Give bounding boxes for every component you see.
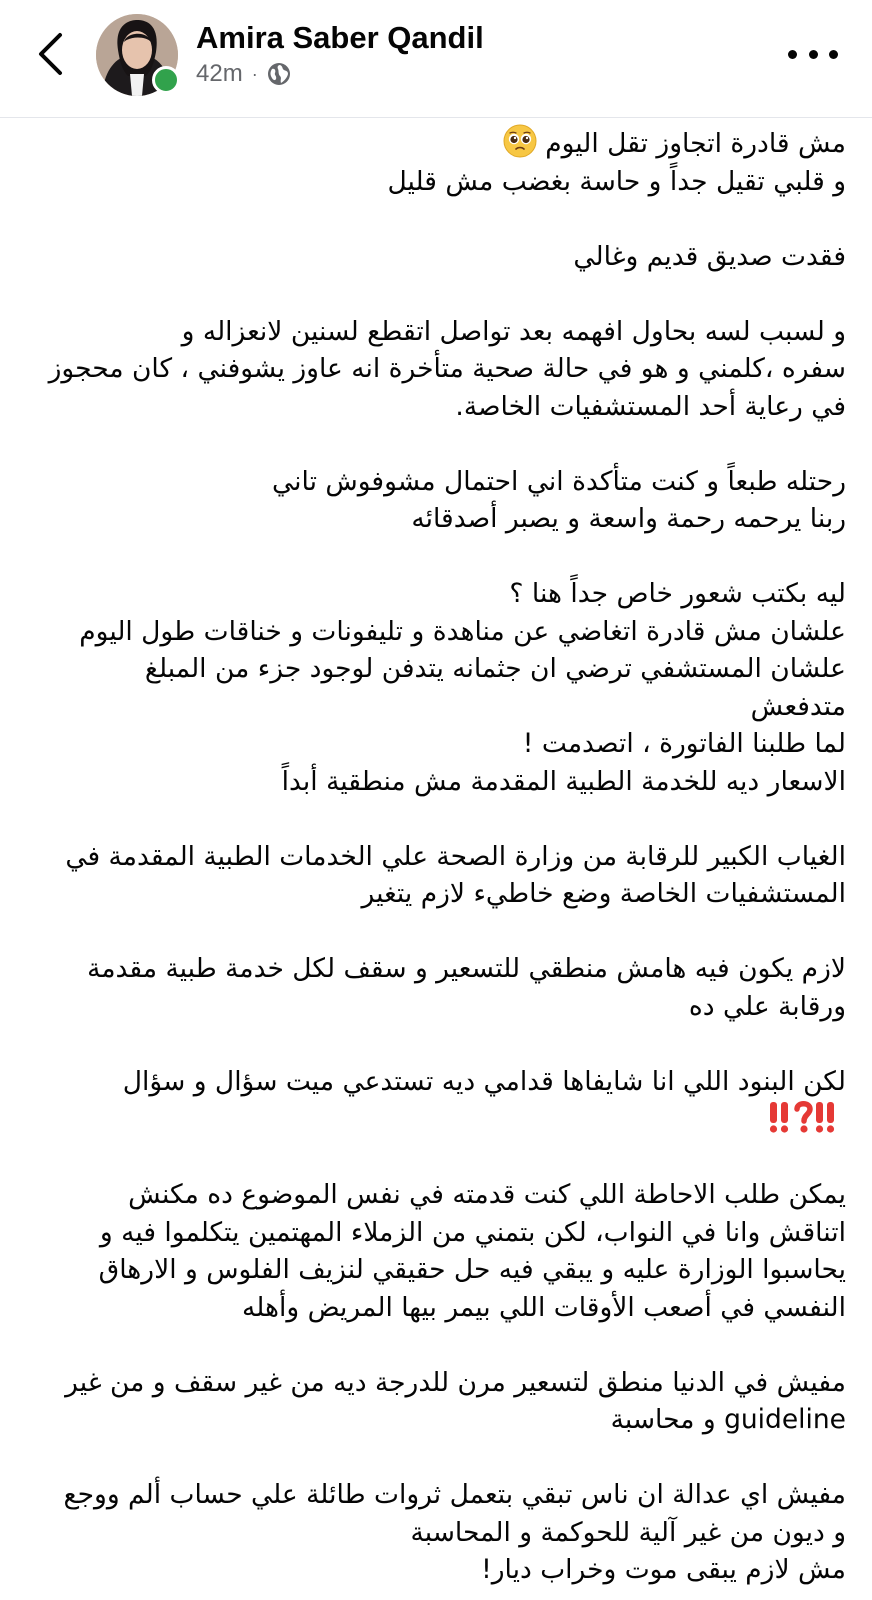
post-line-gap: [24, 425, 846, 463]
post-line-gap: [24, 1326, 846, 1364]
post-text: [24, 124, 846, 1589]
more-dot-icon: [809, 50, 818, 59]
exclamation-question-marks-icon: [768, 1100, 846, 1134]
post-line: مش لازم يبقى موت وخراب ديار!: [481, 1554, 846, 1585]
post-line: الغياب الكبير للرقابة من وزارة الصحة علي الخدمات الطبية المقدمة في: [65, 840, 846, 872]
post-line-gap: [24, 1025, 846, 1063]
post-line-gap: [24, 1139, 846, 1177]
post-line: و ديون من غير آلية للحوكمة و المحاسبة: [410, 1516, 846, 1548]
back-button[interactable]: [22, 26, 78, 82]
post-line: النفسي في أصعب الأوقات اللي بيمر بيها المريض وأهله: [242, 1291, 846, 1323]
post-line: [24, 1100, 846, 1139]
post-header: [0, 0, 872, 118]
post-line: لما طلبنا الفاتورة ، اتصدمت !: [522, 728, 846, 759]
post-line: guideline و محاسبة: [610, 1404, 846, 1435]
post-line: في رعاية أحد المستشفيات الخاصة.: [455, 390, 846, 422]
post-line: و لسبب لسه بحاول افهمه بعد تواصل اتقطع لسنين لانعزاله و: [181, 315, 846, 347]
post-line-gap: [24, 1439, 846, 1477]
more-options-button[interactable]: [788, 36, 838, 72]
post-line: يحاسبوا الوزارة عليه و يبقي فيه حل حقيقي لنزيف الفلوس و الارهاق: [98, 1254, 846, 1285]
post-line-gap: [24, 275, 846, 313]
post-line: رحتله طبعاً و كنت متأكدة اني احتمال مشوفوش تاني: [272, 465, 846, 497]
more-dot-icon: [788, 50, 797, 59]
post-line: المستشفيات الخاصة وضع خاطيء لازم يتغير: [361, 878, 846, 909]
post-line: و قلبي تقيل جداً و حاسة بغضب مش قليل: [387, 165, 846, 197]
post-line: ليه بكتب شعور خاص جداً هنا ؟: [509, 578, 846, 609]
post-line: لازم يكون فيه هامش منطقي للتسعير و سقف لكل خدمة طبية مقدمة: [87, 953, 846, 984]
post-line-gap: [24, 200, 846, 238]
post-time[interactable]: 42m: [196, 60, 243, 87]
post-line: علشان المستشفي ترضي ان جثمانه يتدفن لوجود جزء من المبلغ: [144, 653, 846, 684]
online-status-dot: [152, 66, 180, 94]
pleading-face-icon: [503, 124, 537, 158]
post-line: مفيش اي عدالة ان ناس تبقي بتعمل ثروات طائلة علي حساب ألم ووجع: [63, 1479, 846, 1510]
meta-separator: ·: [251, 63, 258, 84]
post-line: مفيش في الدنيا منطق لتسعير مرن للدرجة ديه من غير سقف و من غير: [65, 1366, 846, 1398]
post-line-gap: [24, 800, 846, 838]
post-line: متدفعش: [750, 690, 846, 722]
post-line-gap: [24, 538, 846, 576]
avatar[interactable]: [96, 14, 178, 96]
post-line: فقدت صديق قديم وغالي: [573, 240, 846, 272]
post-line: ربنا يرحمه رحمة واسعة و يصبر أصدقائه: [411, 503, 846, 534]
chevron-left-icon: [36, 32, 64, 76]
more-dot-icon: [829, 50, 838, 59]
post-line: لكن البنود اللي انا شايفاها قدامي ديه تستدعي ميت سؤال و سؤال: [122, 1065, 846, 1097]
post-meta: [196, 58, 291, 90]
post-line: الاسعار ديه للخدمة الطبية المقدمة مش منطقية أبداً: [281, 765, 846, 797]
post-line: مش قادرة اتجاوز تقل اليوم: [24, 124, 846, 163]
post-line: علشان مش قادرة اتغاضي عن مناهدة و تليفونات و خناقات طول اليوم: [79, 615, 846, 647]
post-line: اتناقش وانا في النواب، لكن بتمني من الزملاء المهتمين يتكلموا فيه و: [99, 1216, 846, 1248]
post-line: يمكن طلب الاحاطة اللي كنت قدمته في نفس الموضوع ده مكنش: [128, 1179, 846, 1210]
post-line: ورقابة علي ده: [688, 990, 846, 1022]
post-line-gap: [24, 913, 846, 951]
post-line: سفره ،كلمني و هو في حالة صحية متأخرة انه عاوز يشوفني ، كان محجوز: [48, 353, 846, 384]
author-name[interactable]: Amira Saber Qandil: [196, 20, 484, 55]
globe-icon: [267, 62, 291, 86]
